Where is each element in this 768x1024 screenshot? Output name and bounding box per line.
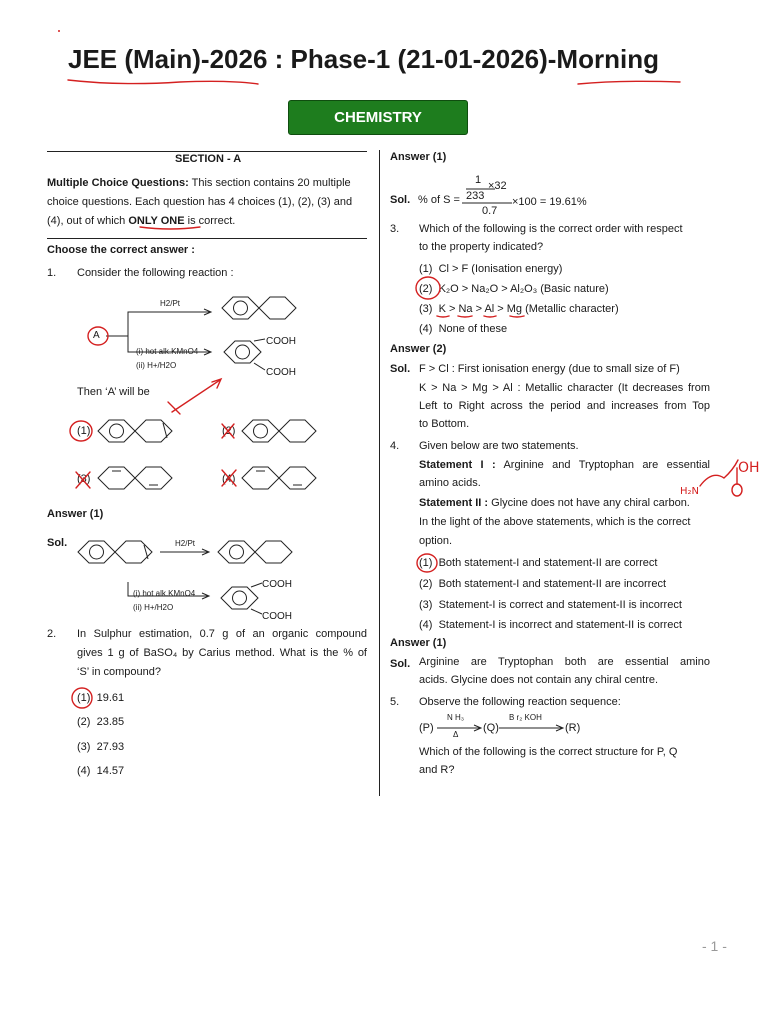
q1-sol-reagent-h2o: (ii) H+/H2O	[133, 603, 174, 612]
q2-number: 2.	[47, 628, 57, 640]
q1-cooh-bottom: COOH	[266, 367, 296, 378]
q4-sol-line-2: acids. Glycine does not contain any chiral centre.	[419, 674, 659, 686]
red-pen-dot	[58, 30, 60, 32]
sol-tetralin-circle	[230, 545, 244, 559]
q1-tetralin-ring-b	[259, 297, 296, 319]
q5-reagent-br2-koh: B r₂ KOH	[509, 713, 542, 722]
q2-answer: Answer (1)	[390, 151, 447, 163]
q4-option-1: (1) Both statement-I and statement-II are correct	[419, 557, 658, 569]
q2-option-1: (1) 19.61	[77, 692, 125, 704]
sol-phthalic-circle	[233, 591, 247, 605]
q1-sol-cooh-top: COOH	[262, 579, 292, 590]
q3-line-2: to the property indicated?	[419, 241, 544, 253]
q1-sol-cooh-bottom: COOH	[262, 611, 292, 622]
page-number: - 1 -	[702, 938, 727, 954]
q5-r: (R)	[565, 722, 581, 734]
q1-option-1-num: (1)	[77, 425, 91, 437]
sol-cooh-bond-top	[251, 583, 262, 587]
q1-opt1-ring-a	[98, 420, 135, 442]
q3-line-1: Which of the following is the correct order with respect	[419, 223, 683, 235]
q1-reagent-h2pt: H2/Pt	[160, 299, 181, 308]
q1-answer: Answer (1)	[47, 508, 104, 520]
q1-opt4-ring-b	[279, 467, 316, 489]
q1-opt2-ring-b	[279, 420, 316, 442]
subject-label: CHEMISTRY	[334, 109, 422, 126]
q4-statement-1-cont: amino acids.	[419, 477, 481, 489]
q3-sol-label: Sol.	[390, 363, 411, 375]
column-divider	[379, 150, 380, 796]
q5-text: Observe the following reaction sequence:	[419, 696, 621, 708]
carbonyl-o-circle	[732, 484, 742, 496]
q1-opt3-ring-a	[98, 467, 135, 489]
q5-arrowhead-2	[556, 725, 563, 731]
q1-cooh-bond-bottom	[254, 363, 265, 370]
q1-arrowhead-red	[212, 379, 221, 388]
q1-number: 1.	[47, 267, 57, 279]
instructions-line-2: choice questions. Each question has 4 choices (1), (2), (3) and	[47, 196, 353, 208]
q5-line-2: Which of the following is the correct structure for P, Q	[419, 746, 678, 758]
q1-opt1-double-bond	[163, 423, 167, 438]
q3-option-1: (1) Cl > F (Ionisation energy)	[419, 263, 563, 275]
q1-tick-mark	[168, 402, 180, 414]
q4-statement-1: Statement I : Arginine and Tryptophan are essential	[419, 459, 711, 471]
q1-reagent-kmno4: (i) hot alk.KMnO4	[136, 347, 199, 356]
q1-sol-label: Sol.	[47, 537, 68, 549]
q2-option-2: (2) 23.85	[77, 716, 125, 728]
q1-cooh-bond-top	[254, 339, 265, 341]
handwritten-oh: OH	[738, 460, 760, 476]
q2-sol-times-32: ×32	[488, 180, 507, 192]
title-underline-1	[68, 80, 258, 84]
q4-option-4: (4) Statement-I is incorrect and statement-II is correct	[419, 619, 682, 631]
q1-tetralin-aromatic-circle	[234, 301, 248, 315]
q1-then-label: Then ‘A’ will be	[77, 386, 150, 398]
q3-number: 3.	[390, 223, 400, 235]
q5-q: (Q)	[483, 722, 499, 734]
q4-number: 4.	[390, 440, 400, 452]
q3-sol-line-2: K > Na > Mg > Al : Metallic character (It decreases from	[419, 382, 710, 394]
q5-line-3: and R?	[419, 764, 455, 776]
q5-p: (P)	[419, 722, 434, 734]
q4-statement-2: Statement II : Glycine does not have any chiral carbon.	[419, 497, 690, 509]
q2-line-1: In Sulphur estimation, 0.7 g of an organic compound	[77, 628, 367, 640]
q1-arrowhead-top	[204, 309, 211, 315]
q5-arrowhead-1	[474, 725, 481, 731]
q3-option-3: (3) K > Na > Al > Mg (Metallic character)	[419, 303, 619, 315]
q4-answer: Answer (1)	[390, 637, 447, 649]
q3-sol-line-4: to Bottom.	[419, 418, 470, 430]
sol-phthalic-ring	[221, 587, 258, 609]
q5-delta: Δ	[453, 730, 459, 739]
instructions-rule	[47, 238, 367, 239]
sol-cooh-bond-bottom	[251, 609, 262, 614]
q2-option-4: (4) 14.57	[77, 765, 125, 777]
page-title: JEE (Main)-2026 : Phase-1 (21-01-2026)-Morning	[68, 44, 659, 74]
sol-tetralin-ring-b	[255, 541, 292, 563]
q1-opt2-circle	[254, 424, 268, 438]
q1-reagent-h2o: (ii) H+/H2O	[136, 361, 177, 370]
q1-option-2-num: (2)	[222, 425, 236, 437]
instructions-line-1: Multiple Choice Questions: This section contains 20 multiple	[47, 177, 351, 189]
q1-opt3-ring-b	[135, 467, 172, 489]
sol-reactant-ring-b	[115, 541, 152, 563]
handwritten-h2n: H₂N	[680, 486, 700, 497]
q4-intro: Given below are two statements.	[419, 440, 579, 452]
q4-light-line-2: option.	[419, 535, 453, 547]
q2-line-2: gives 1 g of BaSO₄ by Carius method. What is the % of	[77, 647, 367, 659]
q1-option-3-num: (3)	[77, 473, 91, 485]
q1-arrowhead-bottom	[204, 349, 211, 355]
instructions-line-3: (4), out of which ONLY ONE is correct.	[47, 215, 236, 227]
q1-arrow-stroke	[172, 380, 220, 412]
q1-phthalic-ring	[224, 341, 261, 363]
q1-option-4-num: (4)	[222, 473, 236, 485]
q1-opt1-ring-b	[135, 420, 172, 442]
sol-reactant-circle	[90, 545, 104, 559]
sol-reactant-ring-a	[78, 541, 115, 563]
choose-answer-label: Choose the correct answer :	[47, 244, 195, 256]
sol-tetralin-ring-a	[218, 541, 255, 563]
q1-sol-reagent-h2pt: H2/Pt	[175, 539, 196, 548]
q3-sol-line-3: Left to Right across the period and increases from Top	[419, 400, 710, 412]
q4-sol-label: Sol.	[390, 658, 411, 670]
q1-opt4-ring-a	[242, 467, 279, 489]
sol-arrowhead-kmno4	[202, 593, 209, 599]
q5-number: 5.	[390, 696, 400, 708]
q2-sol-num-1: 1	[475, 174, 482, 186]
q3-option-2: (2) K₂O > Na₂O > Al₂O₃ (Basic nature)	[419, 283, 609, 295]
q4-option-2: (2) Both statement-I and statement-II are incorrect	[419, 578, 667, 590]
q4-option-3: (3) Statement-I is correct and statement-II is incorrect	[419, 599, 682, 611]
subject-badge	[288, 100, 468, 135]
q3-answer: Answer (2)	[390, 343, 447, 355]
q1-sol-reagent-kmno4: (i) hot alk.KMnO4	[133, 589, 196, 598]
q3-sol-line-1: F > Cl : First ionisation energy (due to small size of F)	[419, 363, 680, 375]
q2-sol-den-233: 233	[466, 190, 485, 202]
title-underline-2	[578, 81, 680, 84]
sol-reactant-double-bond	[144, 545, 148, 559]
q1-tetralin-ring-a	[222, 297, 259, 319]
sol-arrowhead-h2pt	[202, 549, 209, 555]
q2-sol-label: Sol.	[390, 194, 411, 206]
q5-reagent-nh3: N H₃	[447, 713, 465, 722]
q1-label-a: A	[93, 330, 100, 341]
q1-phthalic-circle	[236, 345, 250, 359]
q2-option-3: (3) 27.93	[77, 741, 125, 753]
q2-sol-den-07: 0.7	[482, 205, 498, 217]
q4-sol-line-1: Arginine are Tryptophan both are essential amino	[419, 656, 710, 668]
section-heading: SECTION - A	[175, 153, 242, 165]
q1-opt1-circle	[110, 424, 124, 438]
q4-light-line-1: In the light of the above statements, which is the correct	[419, 516, 691, 528]
q1-text: Consider the following reaction :	[77, 267, 234, 279]
q2-sol-result: ×100 = 19.61%	[512, 196, 587, 208]
q2-line-3: ‘S’ in compound?	[77, 666, 161, 678]
q3-option-4: (4) None of these	[419, 323, 508, 335]
q2-sol-prefix: % of S =	[418, 194, 460, 206]
q1-opt2-ring-a	[242, 420, 279, 442]
q1-branch-arrow-top	[106, 312, 210, 336]
q1-cooh-top: COOH	[266, 336, 296, 347]
